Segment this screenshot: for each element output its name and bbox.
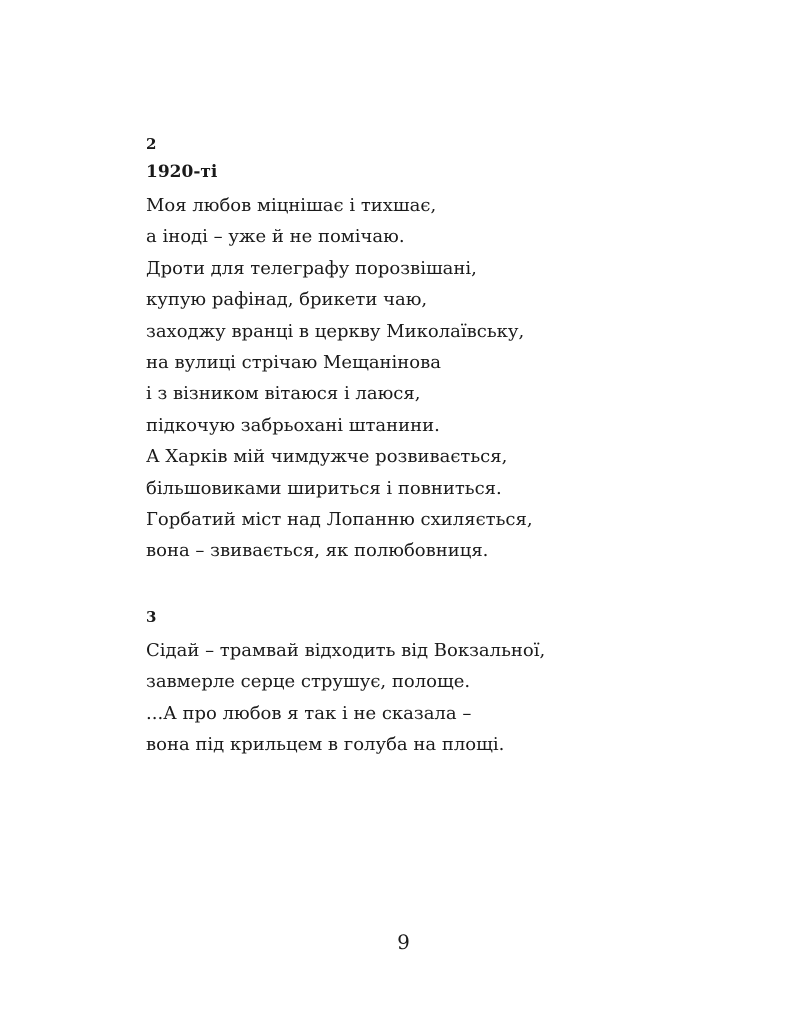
poem-line: вона під крильцем в голуба на площі. (146, 734, 505, 756)
poem-line: ...А про любов я так і не сказала – (146, 702, 472, 724)
section-number: 2 (146, 135, 157, 153)
poem-line: завмерле серце струшує, полоще. (146, 671, 471, 693)
poem-section-2 (146, 130, 706, 567)
stanza (146, 635, 706, 761)
poem-line: на вулиці стрічаю Мещанінова (146, 352, 442, 374)
poem-line: Сідай – трамвай відходить від Вокзальної, (146, 639, 546, 661)
poem-line: Дроти для телеграфу порозвішані, (146, 257, 477, 279)
section-number: 3 (146, 607, 157, 626)
poem-line: вона – звивається, як полюбовниця. (146, 540, 489, 562)
poem-line: підкочую забрьохані штанини. (146, 414, 440, 436)
poem-line: а іноді – уже й не помічаю. (146, 226, 405, 248)
section-spacer (146, 567, 706, 603)
poem-line: більшовиками шириться і повниться. (146, 477, 502, 499)
poem-line: Горбатий міст над Лопанню схиляється, (146, 509, 533, 531)
poem-line: купую рафінад, брикети чаю, (146, 289, 428, 311)
poem-line: А Харків мій чимдужче розвивається, (146, 446, 508, 468)
poem-line: заходжу вранці в церкву Миколаївську, (146, 320, 525, 342)
page-number: 9 (397, 930, 410, 954)
stanza (146, 190, 706, 567)
poem-line: Моя любов міцнішає і тихшає, (146, 195, 437, 216)
poem-section-3 (146, 603, 706, 761)
section-subtitle: 1920-ті (146, 162, 218, 182)
poem-content (146, 130, 706, 761)
poem-line: і з візником вітаюся і лаюся, (146, 383, 421, 405)
